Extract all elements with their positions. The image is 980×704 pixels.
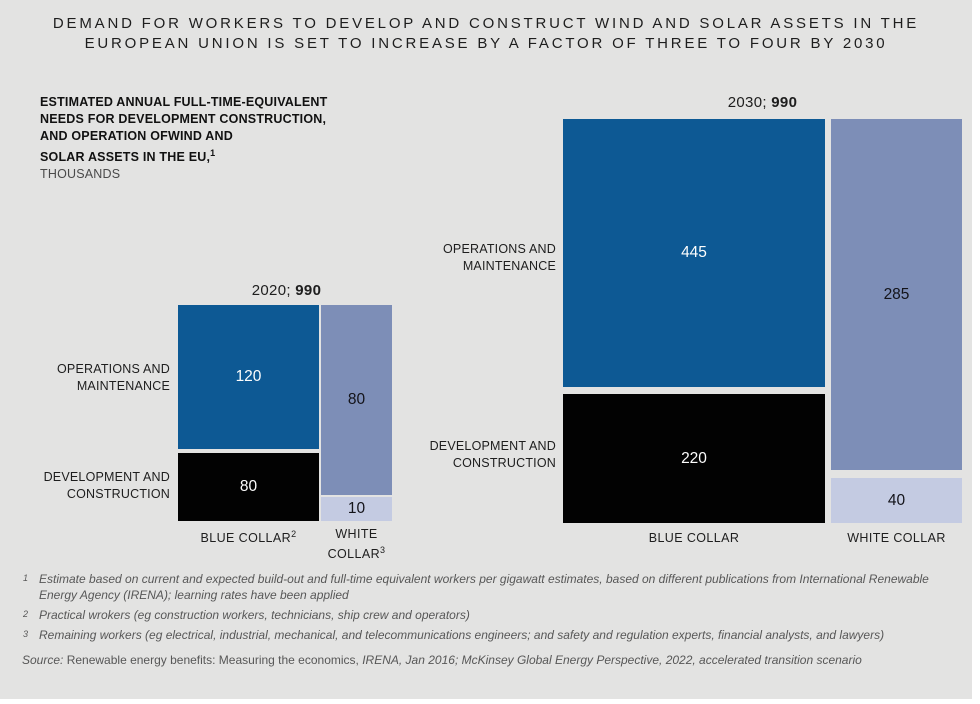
subtitle-line: AND OPERATION OFWIND AND <box>40 129 233 143</box>
bar-2020-blue-collar-om <box>178 305 319 449</box>
footnote-ref-3: 3 <box>380 545 386 555</box>
bar-value: 445 <box>681 244 707 261</box>
footnotes-block <box>22 571 960 668</box>
footnote-ref-2: 2 <box>291 529 297 539</box>
bar-2020-blue-collar-dc <box>178 453 319 521</box>
bar-2030-white-collar-dc <box>831 478 962 523</box>
source-detail: IRENA, Jan 2016; McKinsey Global Energy Perspective, 2022, accelerated transition scenario <box>362 653 862 667</box>
bar-value: 220 <box>681 449 707 467</box>
unit-label: THOUSANDS <box>40 167 121 182</box>
chart-title-line1: DEMAND FOR WORKERS TO DEVELOP AND CONSTRUCT WIND AND SOLAR ASSETS IN THE <box>52 15 920 32</box>
footnote-2: 2 Practical wrokers (eg construction workers, technicians, ship crew and operators) <box>23 608 470 622</box>
row-label-2030-operations: OPERATIONS AND MAINTENANCE <box>442 242 556 273</box>
axis-label-2030-white-collar: WHITE COLLAR <box>847 531 946 546</box>
axis-label-2020-white-collar: WHITE COLLAR$^3$ <box>327 527 386 562</box>
row-label-2020-operations: OPERATIONS AND MAINTENANCE <box>56 362 170 393</box>
footnote-1: 1 Estimate based on current and expected build-out and full-time equivalent workers per gigawatt estimates, based on different publications from International Renewable Energy Agency (IRENA); learning rates have been applied <box>23 572 929 602</box>
bar-value: 80 <box>239 478 258 495</box>
bar-2030-white-collar-om <box>831 119 962 470</box>
bar-2030-blue-collar-dc <box>563 394 825 523</box>
source-title: Renewable energy benefits: Measuring the economics, <box>66 653 359 667</box>
bar-value: 10 <box>347 500 366 517</box>
row-label-2030-development: DEVELOPMENT AND CONSTRUCTION <box>429 439 556 470</box>
bar-2020-white-collar-dc <box>321 497 392 521</box>
axis-label-2020-blue-collar: BLUE COLLAR$^2$ <box>200 529 297 546</box>
subtitle-line: NEEDS FOR DEVELOPMENT CONSTRUCTION, <box>40 112 327 126</box>
footnote-3: 3 Remaining workers (eg electrical, industrial, mechanical, and telecommunications engineers; and safety and regulation experts, financial analysts, and lawyers) <box>23 628 885 642</box>
row-label-2020-development: DEVELOPMENT AND CONSTRUCTION <box>43 470 170 501</box>
bar-value: 40 <box>887 491 906 509</box>
bar-2020-white-collar-om <box>321 305 392 495</box>
source-label: Source: <box>22 653 64 667</box>
chart-subtitle <box>40 94 370 183</box>
bar-2030-blue-collar-om <box>563 119 825 387</box>
footnote-ref-1: 1 <box>210 148 216 158</box>
chart-title-line2: EUROPEAN UNION IS SET TO INCREASE BY A FACTOR OF THREE TO FOUR BY 2030 <box>84 35 888 52</box>
bar-value: 285 <box>883 285 910 303</box>
source-line <box>22 652 960 668</box>
axis-label-2030-blue-collar: BLUE COLLAR <box>648 531 740 546</box>
group-label-2030: 2030; 990 <box>727 94 798 111</box>
subtitle-line: ESTIMATED ANNUAL FULL-TIME-EQUIVALENT <box>40 95 328 109</box>
bar-value: 120 <box>235 368 262 385</box>
chart-title <box>0 14 972 54</box>
subtitle-line: SOLAR ASSETS IN THE EU,$^1$ <box>40 148 216 165</box>
bar-value: 80 <box>347 391 366 408</box>
group-label-2020: 2020; 990 <box>251 282 322 299</box>
